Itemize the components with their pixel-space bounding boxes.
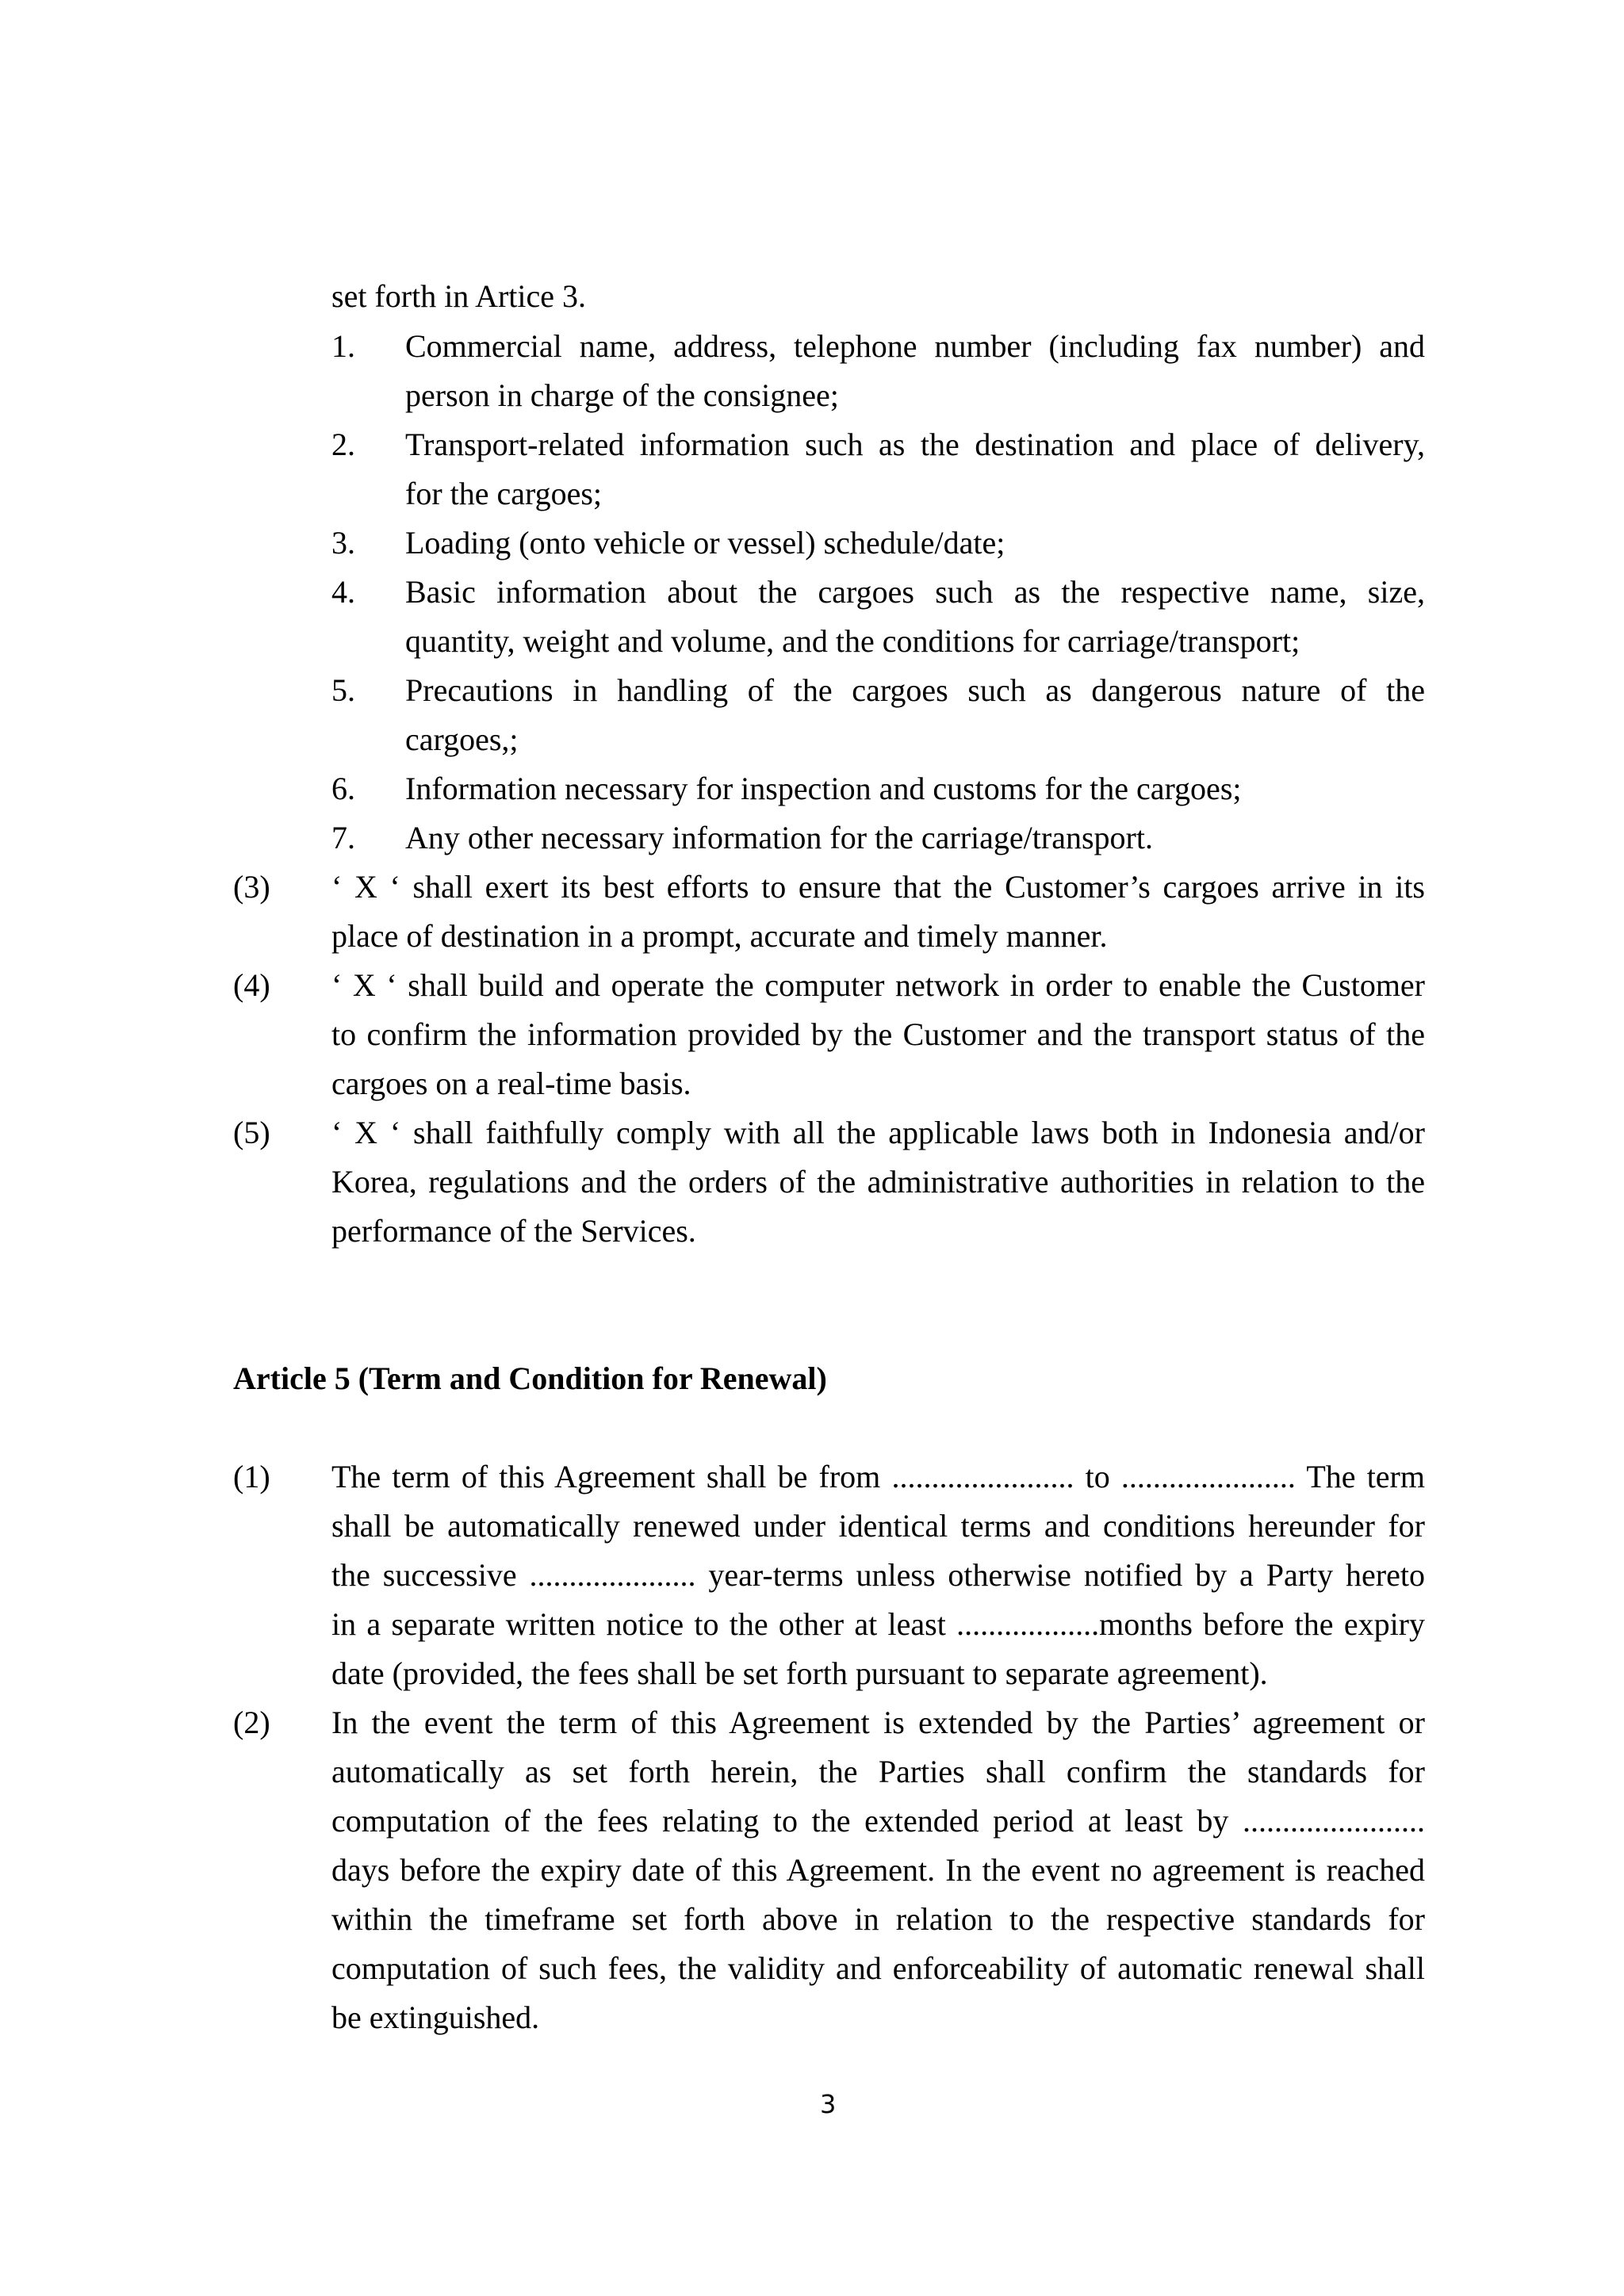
list-item-number: 3. bbox=[331, 525, 355, 561]
paragraph-line: place of destination in a prompt, accurate and timely manner. bbox=[331, 918, 1108, 954]
paragraph-number: (5) bbox=[233, 1115, 270, 1150]
list-item-line: Any other necessary information for the carriage/transport. bbox=[405, 820, 1153, 855]
list-item-line: Precautions in handling of the cargoes such as dangerous nature of the bbox=[405, 672, 1425, 708]
paragraph-number: (1) bbox=[233, 1459, 270, 1494]
paragraph-line: computation of the fees relating to the extended period at least by ....................... bbox=[331, 1803, 1425, 1839]
paragraph-line: days before the expiry date of this Agreement. In the event no agreement is reached bbox=[331, 1852, 1425, 1888]
list-item-line: Commercial name, address, telephone number (including fax number) and bbox=[405, 328, 1425, 364]
paragraph-number: (4) bbox=[233, 967, 270, 1003]
paragraph-line: ‘ X ‘ shall exert its best efforts to ensure that the Customer’s cargoes arrive in its bbox=[331, 869, 1425, 905]
list-item-number: 2. bbox=[331, 427, 355, 462]
paragraph-line: ‘ X ‘ shall build and operate the computer network in order to enable the Customer bbox=[331, 967, 1425, 1003]
list-item-line: Loading (onto vehicle or vessel) schedule/date; bbox=[405, 525, 1005, 561]
list-item-number: 7. bbox=[331, 820, 355, 855]
paragraph-line: in a separate written notice to the other at least ..................months before the expiry bbox=[331, 1606, 1425, 1642]
list-item-line: cargoes,; bbox=[405, 721, 519, 757]
paragraph-line: shall be automatically renewed under identical terms and conditions hereunder for bbox=[331, 1508, 1425, 1544]
paragraph-line: be extinguished. bbox=[331, 1999, 540, 2035]
list-item-line: person in charge of the consignee; bbox=[405, 377, 839, 413]
list-item-number: 5. bbox=[331, 672, 355, 708]
list-item-line: Information necessary for inspection and customs for the cargoes; bbox=[405, 771, 1242, 806]
intro-line: set forth in Artice 3. bbox=[331, 278, 587, 314]
paragraph-line: within the timeframe set forth above in relation to the respective standards for bbox=[331, 1901, 1425, 1937]
paragraph-line: The term of this Agreement shall be from ....................... to ...................... The term bbox=[331, 1459, 1425, 1494]
paragraph-line: In the event the term of this Agreement is extended by the Parties’ agreement or bbox=[331, 1705, 1425, 1740]
list-item-line: Basic information about the cargoes such as the respective name, size, bbox=[405, 574, 1425, 610]
paragraph-line: Korea, regulations and the orders of the administrative authorities in relation to the bbox=[331, 1164, 1425, 1200]
list-item-line: quantity, weight and volume, and the conditions for carriage/transport; bbox=[405, 623, 1300, 659]
paragraph-line: computation of such fees, the validity and enforceability of automatic renewal shall bbox=[331, 1950, 1425, 1986]
paragraph-line: ‘ X ‘ shall faithfully comply with all the applicable laws both in Indonesia and/or bbox=[331, 1115, 1425, 1150]
paragraph-line: cargoes on a real-time basis. bbox=[331, 1066, 691, 1101]
list-item-number: 4. bbox=[331, 574, 355, 610]
article-heading: Article 5 (Term and Condition for Renewal) bbox=[233, 1360, 827, 1396]
list-item-line: for the cargoes; bbox=[405, 476, 603, 511]
paragraph-line: to confirm the information provided by the Customer and the transport status of the bbox=[331, 1016, 1425, 1052]
list-item-line: Transport-related information such as the destination and place of delivery, bbox=[405, 427, 1425, 462]
paragraph-line: the successive ..................... year-terms unless otherwise notified by a Party hereto bbox=[331, 1557, 1425, 1593]
page-number: 3 bbox=[820, 2089, 837, 2119]
paragraph-line: date (provided, the fees shall be set forth pursuant to separate agreement). bbox=[331, 1655, 1268, 1691]
list-item-number: 6. bbox=[331, 771, 355, 806]
paragraph-line: performance of the Services. bbox=[331, 1213, 696, 1249]
paragraph-number: (2) bbox=[233, 1705, 270, 1740]
list-item-number: 1. bbox=[331, 328, 355, 364]
paragraph-line: automatically as set forth herein, the Parties shall confirm the standards for bbox=[331, 1754, 1425, 1789]
paragraph-number: (3) bbox=[233, 869, 270, 905]
